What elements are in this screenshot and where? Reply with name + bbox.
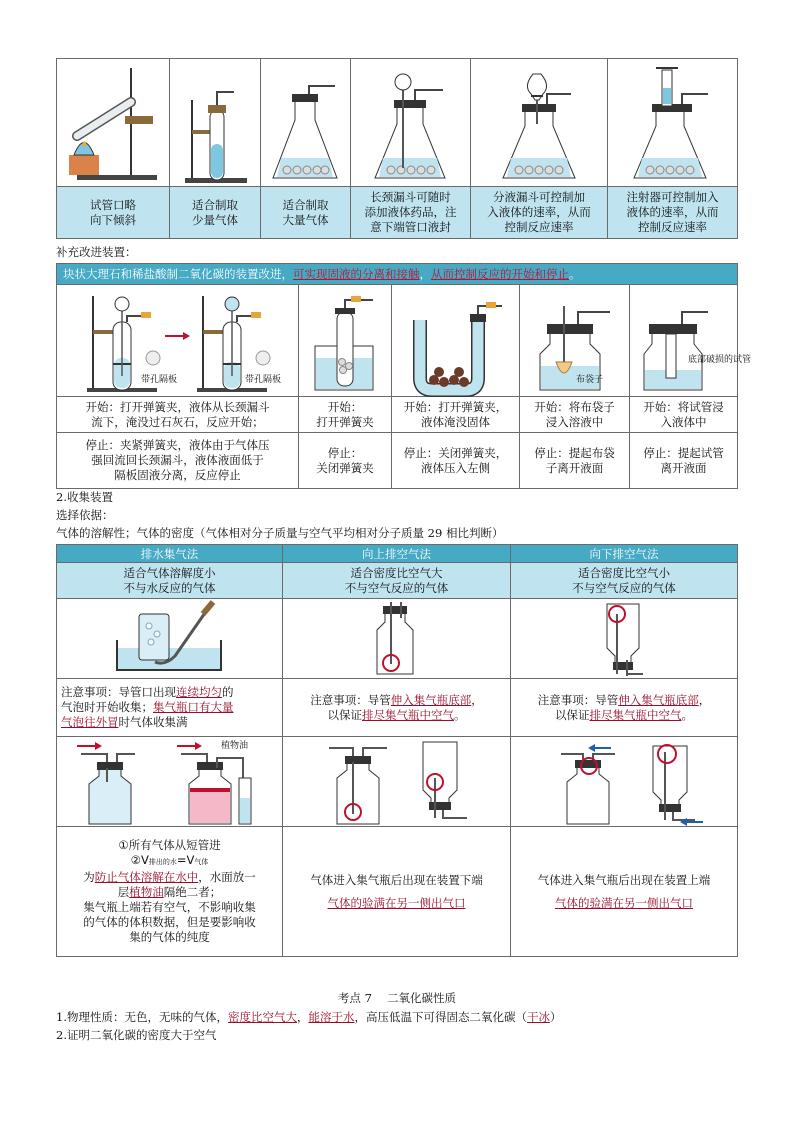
small-test-tube-apparatus-figure <box>170 59 261 187</box>
downward-note-cell: 注意事项：导管伸入集气瓶底部， 以保证排尽集气瓶中空气。 <box>511 679 738 737</box>
start-cell: 开始：打开弹簧夹， 液体淹没固体 <box>392 397 520 433</box>
caption-cell: 长颈漏斗可随时 添加液体药品，注 意下端管口液封 <box>351 187 471 239</box>
conical-flask-apparatus-figure <box>261 59 351 187</box>
downward-bottles-figure <box>511 737 738 827</box>
caption-cell: 分液漏斗可控制加 入液体的速率，从而 控制反应速率 <box>471 187 608 239</box>
collection-table <box>56 544 738 957</box>
water-summary-cell: ①所有气体从短管进 ②V排出的水=V气体 为防止气体溶解在水中，水面放一 层植物油隔绝二者； 集气瓶上端若有空气，不影响收集 的气体的体积数据，但是要影响收 集的气体的纯度 <box>57 827 283 957</box>
start-cell: 开始：将布袋子 浸入溶液中 <box>520 397 630 433</box>
stop-cell: 停止：关闭弹簧夹， 液体压入左侧 <box>392 433 520 489</box>
upward-air-bottle-figure <box>283 599 511 679</box>
section7-title: 考点 7 二氧化碳性质 <box>337 991 457 1005</box>
cloth-bag-apparatus-figure <box>520 285 630 397</box>
suit-cell: 适合气体溶解度小 不与水反应的气体 <box>57 563 283 599</box>
stop-cell: 停止： 关闭弹簧夹 <box>299 433 392 489</box>
collect-criteria: 气体的溶解性；气体的密度（气体相对分子质量与空气平均相对分子质量 29 相比判断） <box>56 526 504 540</box>
start-cell: 开始： 打开弹簧夹 <box>299 397 392 433</box>
mesh-plate-apparatus-figure <box>57 285 299 397</box>
header-upward-air: 向上排空气法 <box>283 545 511 563</box>
stop-cell: 停止：提起布袋 子离开液面 <box>520 433 630 489</box>
collect-basis: 选择依据： <box>56 508 114 522</box>
oil-label: 植物油 <box>221 740 249 751</box>
start-cell: 开始：将试管浸 入液体中 <box>630 397 738 433</box>
suit-cell: 适合密度比空气大 不与空气反应的气体 <box>283 563 511 599</box>
caption-cell: 适合制取 大量气体 <box>261 187 351 239</box>
broken-tube-apparatus-figure <box>630 285 752 397</box>
beaker-tube-apparatus-figure <box>299 285 392 397</box>
caption-cell: 注射器可控制加入 液体的速率，从而 控制反应速率 <box>608 187 738 239</box>
u-tube-apparatus-figure <box>392 285 520 397</box>
syringe-apparatus-figure <box>608 59 738 187</box>
water-note-cell: 注意事项：导管口出现连续均匀的 气泡时开始收集；集气瓶口有大量 气泡往外冒时气体收集满 <box>57 679 283 737</box>
collect-title: 2.收集装置 <box>56 490 113 504</box>
physical-properties: 1.物理性质：无色，无味的气体，密度比空气大，能溶于水，高压低温下可得固态二氧化碳（干冰） <box>56 1010 562 1024</box>
upward-summary-cell: 气体进入集气瓶后出现在装置下端 气体的验满在另一侧出气口 <box>283 827 511 957</box>
separatory-funnel-apparatus-figure <box>471 59 608 187</box>
stop-cell: 停止：夹紧弹簧夹，液体由于气体压 强回流回长颈漏斗，液体液面低于 隔板固液分离，反应停止 <box>57 433 299 489</box>
header-downward-air: 向下排空气法 <box>511 545 738 563</box>
supplement-label: 补充改进装置： <box>56 245 137 259</box>
water-bottles-figure <box>57 737 283 827</box>
mesh-label-2: 带孔隔板 <box>245 374 282 385</box>
downward-air-bottle-figure <box>511 599 738 679</box>
caption-cell: 适合制取 少量气体 <box>170 187 261 239</box>
long-neck-funnel-apparatus-figure <box>351 59 471 187</box>
density-proof: 2.证明二氧化碳的密度大于空气 <box>56 1028 217 1042</box>
solid-heating-apparatus-figure <box>57 59 170 187</box>
tube-label: 底部破损的试管 <box>688 354 752 365</box>
upward-note-cell: 注意事项：导管伸入集气瓶底部， 以保证排尽集气瓶中空气。 <box>283 679 511 737</box>
header-water-displacement: 排水集气法 <box>57 545 283 563</box>
suit-cell: 适合密度比空气小 不与空气反应的气体 <box>511 563 738 599</box>
improved-apparatus-table <box>56 263 752 489</box>
start-cell: 开始：打开弹簧夹，液体从长颈漏斗 流下，淹没过石灰石，反应开始； <box>57 397 299 433</box>
downward-summary-cell: 气体进入集气瓶后出现在装置上端 气体的验满在另一侧出气口 <box>511 827 738 957</box>
stop-cell: 停止：提起试管 离开液面 <box>630 433 738 489</box>
caption-cell: 试管口略 向下倾斜 <box>57 187 170 239</box>
generator-apparatus-table <box>56 58 738 239</box>
mesh-label-1: 带孔隔板 <box>141 374 178 385</box>
bag-label: 布袋子 <box>576 374 604 385</box>
upward-bottles-figure <box>283 737 511 827</box>
improve-banner: 块状大理石和稀盐酸制二氧化碳的装置改进，可实现固液的分离和接触，从而控制反应的开始和停止。 <box>57 264 738 285</box>
water-trough-figure <box>57 599 283 679</box>
